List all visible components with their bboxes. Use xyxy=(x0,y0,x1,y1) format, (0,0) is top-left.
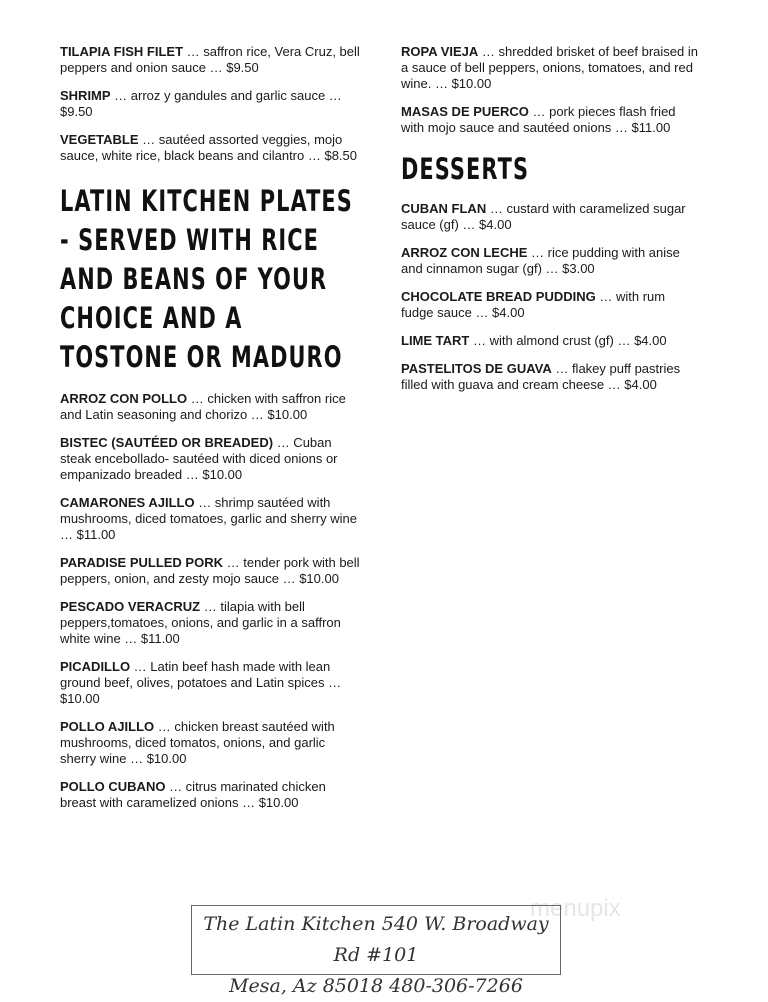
menu-item-description: … chicken breast sautéed with mushrooms, diced tomatos, onions, and garlic sherry wine … $10.00 xyxy=(60,719,335,766)
menu-item-description: … tilapia with bell peppers,tomatoes, onions, and garlic in a saffron white wine … $11.00 xyxy=(60,599,341,646)
menu-item-name: VEGETABLE xyxy=(60,132,139,147)
menu-item-name: TILAPIA FISH FILET xyxy=(60,44,184,59)
right-entrees-list xyxy=(401,44,701,136)
menu-item xyxy=(401,361,701,393)
menu-item-name: SHRIMP xyxy=(60,88,111,103)
menu-item-name: PARADISE PULLED PORK xyxy=(60,555,223,570)
menu-item-name: ARROZ CON LECHE xyxy=(401,245,528,260)
menu-item xyxy=(60,555,360,587)
menu-item xyxy=(60,391,360,423)
desserts-heading: DESSERTS xyxy=(401,152,530,186)
address-box xyxy=(191,905,561,997)
menu-item-description: … custard with caramelized sugar sauce (gf) … $4.00 xyxy=(401,201,686,232)
menu-item xyxy=(60,659,360,707)
menu-item-name: CHOCOLATE BREAD PUDDING xyxy=(401,289,596,304)
menu-item-description: … tender pork with bell peppers, onion, and zesty mojo sauce … $10.00 xyxy=(60,555,360,586)
menu-item xyxy=(60,779,360,811)
address-line: The Latin Kitchen 540 W. Broadway Rd #101 xyxy=(203,913,549,966)
menu-item-name: PESCADO VERACRUZ xyxy=(60,599,201,614)
menu-item-name: PICADILLO xyxy=(60,659,131,674)
menu-item-description: … Cuban steak encebollado- sautéed with diced onions or empanizado breaded … $10.00 xyxy=(60,435,338,482)
menu-item xyxy=(60,435,360,483)
menu-item-name: BISTEC (SAUTÉED OR BREADED) xyxy=(60,435,274,450)
plates-list xyxy=(60,391,360,811)
plates-heading: LATIN KITCHEN PLATES - SERVED WITH RICE AND BEANS OF YOUR CHOICE AND A TOSTONE OR MADURO xyxy=(60,184,353,374)
menu-item xyxy=(60,88,360,120)
menu-item xyxy=(60,132,360,164)
menu-item xyxy=(60,495,360,543)
menu-item-description: … Latin beef hash made with lean ground beef, olives, potatoes and Latin spices … $10.00 xyxy=(60,659,342,706)
menu-item-description: … sautéed assorted veggies, mojo sauce, white rice, black beans and cilantro … $8.50 xyxy=(60,132,358,163)
menu-item-description: … shredded brisket of beef braised in a sauce of bell peppers, onions, tomatoes, and red wine. … $10.00 xyxy=(401,44,698,91)
menu-item-name: CUBAN FLAN xyxy=(401,201,487,216)
entrees-list xyxy=(60,44,360,164)
address-phone-line: Mesa, Az 85018 480-306-7266 xyxy=(229,975,523,997)
menu-item xyxy=(401,201,701,233)
menu-item-description: … rice pudding with anise and cinnamon sugar (gf) … $3.00 xyxy=(401,245,680,276)
menu-item-description: … flakey puff pastries filled with guava and cream cheese … $4.00 xyxy=(401,361,681,392)
right-column xyxy=(401,44,701,405)
menu-item-name: MASAS DE PUERCO xyxy=(401,104,529,119)
menu-item xyxy=(60,719,360,767)
menu-item-name: ARROZ CON POLLO xyxy=(60,391,188,406)
desserts-list xyxy=(401,201,701,393)
menu-item-description: … with rum fudge sauce … $4.00 xyxy=(401,289,666,320)
menu-item-description: … chicken with saffron rice and Latin seasoning and chorizo … $10.00 xyxy=(60,391,346,422)
menu-item-description: … pork pieces flash fried with mojo sauce and sautéed onions … $11.00 xyxy=(401,104,676,135)
menu-item-name: ROPA VIEJA xyxy=(401,44,479,59)
left-column xyxy=(60,44,360,823)
menu-item-name: PASTELITOS DE GUAVA xyxy=(401,361,552,376)
menu-item xyxy=(60,44,360,76)
menu-item xyxy=(401,245,701,277)
menu-item-name: POLLO CUBANO xyxy=(60,779,166,794)
menu-item-description: … with almond crust (gf) … $4.00 xyxy=(469,333,667,348)
menu-item-description: … shrimp sautéed with mushrooms, diced tomatoes, garlic and sherry wine … $11.00 xyxy=(60,495,357,542)
menu-item xyxy=(401,44,701,92)
menu-item xyxy=(60,599,360,647)
menu-item-description: … citrus marinated chicken breast with caramelized onions … $10.00 xyxy=(60,779,326,810)
menu-item-name: CAMARONES AJILLO xyxy=(60,495,195,510)
menu-item xyxy=(401,289,701,321)
menu-item xyxy=(401,104,701,136)
watermark: menupix xyxy=(530,895,621,922)
menu-item-description: … arroz y gandules and garlic sauce … $9.50 xyxy=(60,88,342,119)
menu-item-name: LIME TART xyxy=(401,333,470,348)
menu-item-description: … saffron rice, Vera Cruz, bell peppers and onion sauce … $9.50 xyxy=(60,44,360,75)
menu-item-name: POLLO AJILLO xyxy=(60,719,155,734)
menu-item xyxy=(401,333,701,349)
